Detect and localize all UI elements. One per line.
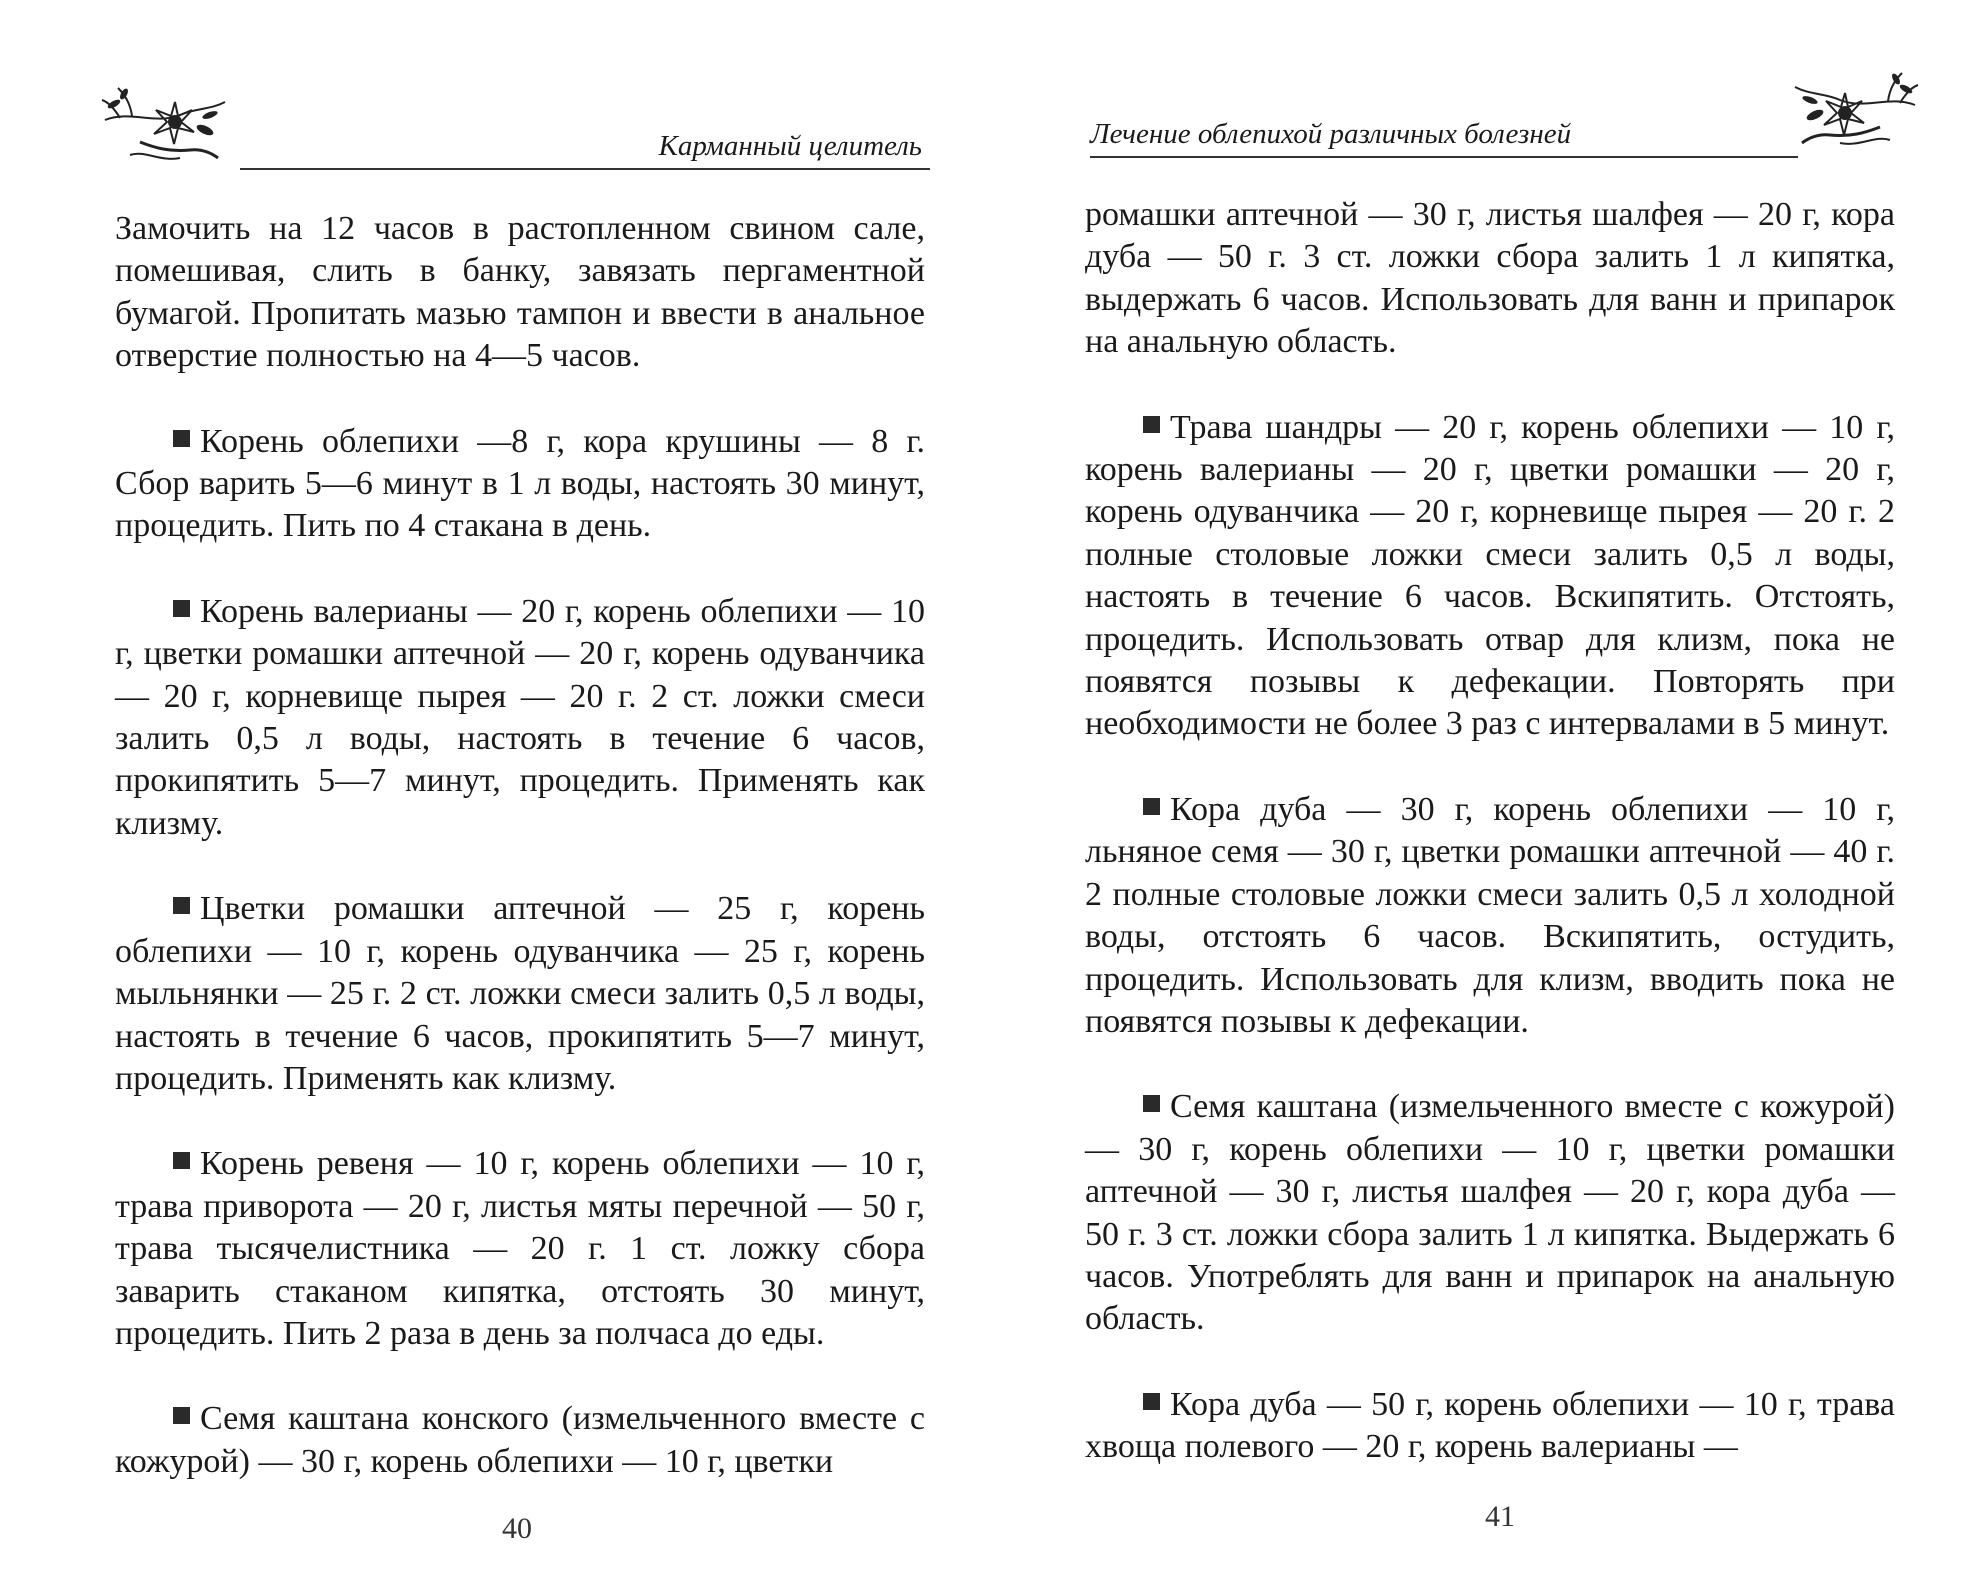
recipe-paragraph: Кора дуба — 50 г, корень облепихи — 10 г, трава хвоща полевого — 20 г, корень валерианы — [1085,1385,1895,1466]
paragraph: Замочить на 12 часов в растопленном свином сале, помешивая, слить в банку, завязать пергаментной бумагой. Пропитать мазью тампон и ввести в анальное отверстие полностью на 4—5 часов. [115,210,925,375]
right-running-header [1090,60,1920,180]
running-header-title: Карманный целитель [658,130,922,162]
recipe-paragraph: Семя каштана конского (измельченного вместе с кожурой) — 30 г, корень облепихи — 10 г, цветки [115,1400,925,1480]
header-rule [1090,156,1798,158]
right-text-block [1085,194,1895,1469]
square-bullet-icon [173,430,190,447]
square-bullet-icon [1143,798,1160,815]
recipe-paragraph: Трава шандры — 20 г, корень облепихи — 10 г, корень валерианы — 20 г, цветки ромашки — 20 г, корень одуванчика — 20 г, корневище пырея — 20 г. 2 полные столовые ложки смеси залить 0,5 л воды, настоять в течение 6 часов. Вскипятить. Отстоять, процедить. Использовать отвар для клизм, пока не появятся позывы к дефекации. Повторять при необходимости не более 3 раз с интервалами в 5 минут. [1085,408,1895,743]
square-bullet-icon [173,600,190,617]
left-running-header [100,60,930,180]
square-bullet-icon [173,897,190,914]
flower-ornament-icon [100,80,230,170]
paragraph: ромашки аптечной — 30 г, листья шалфея — 20 г, кора дуба — 50 г. 3 ст. ложки сбора залить 1 л кипятка, выдержать 6 часов. Использовать для ванн и припарок на анальную область. [1085,196,1895,361]
recipe-paragraph: Корень валерианы — 20 г, корень облепихи — 10 г, цветки ромашки аптечной — 20 г, корень одуванчика — 20 г, корневище пырея — 20 г. 2 ст. ложки смеси залить 0,5 л воды, настоять в течение 6 часов, прокипятить 5—7 минут, процедить. Применять как клизму. [115,592,925,842]
recipe-paragraph: Корень облепихи —8 г, кора крушины — 8 г. Сбор варить 5—6 минут в 1 л воды, настоять 30 минут, процедить. Пить по 4 стакана в день. [115,422,925,545]
recipe-paragraph: Семя каштана (измельченного вместе с кожурой) — 30 г, корень облепихи — 10 г, цветки ромашки аптечной — 30 г, листья шалфея — 20 г, кора дуба — 50 г. 3 ст. ложки сбора залить 1 л кипятка. Выдержать 6 часов. Употреблять для ванн и припарок на анальную область. [1085,1088,1895,1338]
square-bullet-icon [173,1152,190,1169]
running-header-title: Лечение облепихой различных болезней [1090,118,1572,150]
recipe-paragraph: Кора дуба — 30 г, корень облепихи — 10 г, льняное семя — 30 г, цветки ромашки аптечной — 40 г. 2 полные столовые ложки смеси залить 0,5 л холодной воды, отстоять 6 часов. Вскипятить, остудить, процедить. Использовать для клизм, вводить пока не появятся позывы к дефекации. [1085,790,1895,1040]
recipe-paragraph: Корень ревеня — 10 г, корень облепихи — 10 г, трава приворота — 20 г, листья мяты перечной — 50 г, трава тысячелистника — 20 г. 1 ст. ложку сбора заварить стаканом кипятка, отстоять 30 минут, процедить. Пить 2 раза в день за полчаса до еды. [115,1145,925,1352]
square-bullet-icon [1143,1095,1160,1112]
square-bullet-icon [173,1407,190,1424]
page-number: 41 [1485,1500,1515,1533]
flower-ornament-icon [1790,65,1920,155]
right-page [990,0,1980,1596]
recipe-paragraph: Цветки ромашки аптечной — 25 г, корень облепихи — 10 г, корень одуванчика — 25 г, корень мыльнянки — 25 г. 2 ст. ложки смеси залить 0,5 л воды, настоять в течение 6 часов, прокипятить 5—7 минут, процедить. Применять как клизму. [115,890,925,1097]
page-number: 40 [502,1512,532,1545]
square-bullet-icon [1143,1393,1160,1410]
square-bullet-icon [1143,416,1160,433]
left-text-block [115,208,925,1483]
header-rule [240,168,930,170]
